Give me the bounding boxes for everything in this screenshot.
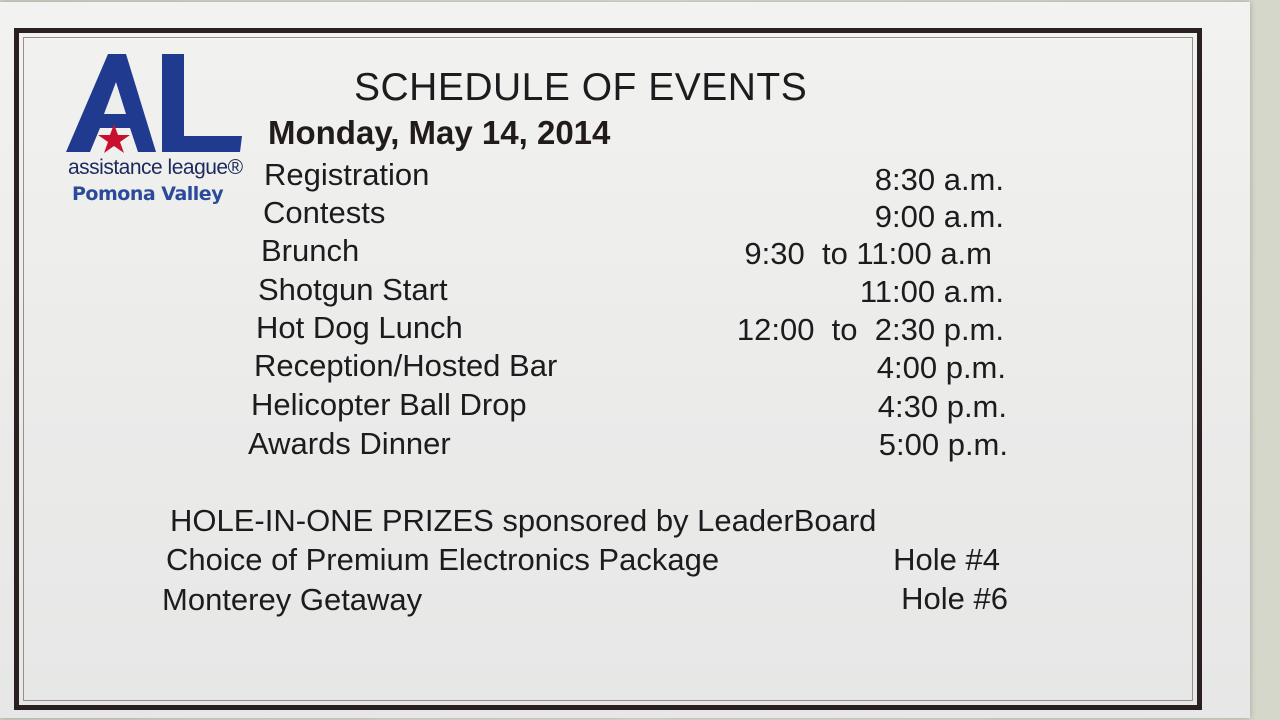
assistance-league-logo	[64, 48, 254, 218]
event-name: Hot Dog Lunch	[256, 310, 463, 345]
prize-hole: Hole #4	[893, 542, 1000, 577]
event-name: Shotgun Start	[258, 272, 448, 307]
event-time: 12:00 to 2:30 p.m.	[736, 312, 1004, 347]
prize-name: Monterey Getaway	[162, 582, 423, 617]
event-time: 9:30 to 11:00 a.m	[744, 236, 992, 271]
event-name: Reception/Hosted Bar	[254, 348, 558, 383]
event-time: 4:00 p.m.	[876, 350, 1006, 385]
event-name: Brunch	[261, 233, 360, 268]
event-name: Helicopter Ball Drop	[251, 387, 527, 422]
event-time: 8:30 a.m.	[874, 162, 1004, 197]
event-name: Contests	[263, 195, 386, 230]
schedule-card	[0, 2, 1250, 718]
logo-chapter: Pomona Valley	[72, 183, 224, 205]
page-title: SCHEDULE OF EVENTS	[354, 66, 808, 109]
prize-heading: HOLE-IN-ONE PRIZES sponsored by LeaderBoard	[170, 503, 877, 538]
prize-hole: Hole #6	[901, 581, 1008, 616]
prize-name: Choice of Premium Electronics Package	[166, 542, 720, 577]
event-time: 11:00 a.m.	[859, 274, 1004, 309]
event-date: Monday, May 14, 2014	[268, 114, 611, 151]
event-time: 9:00 a.m.	[874, 199, 1004, 234]
event-time: 5:00 p.m.	[878, 427, 1008, 462]
event-time: 4:30 p.m.	[877, 389, 1007, 424]
event-name: Registration	[264, 157, 430, 192]
event-name: Awards Dinner	[248, 426, 451, 461]
al-letters-icon	[64, 48, 254, 158]
logo-name: assistance league®	[68, 156, 243, 179]
